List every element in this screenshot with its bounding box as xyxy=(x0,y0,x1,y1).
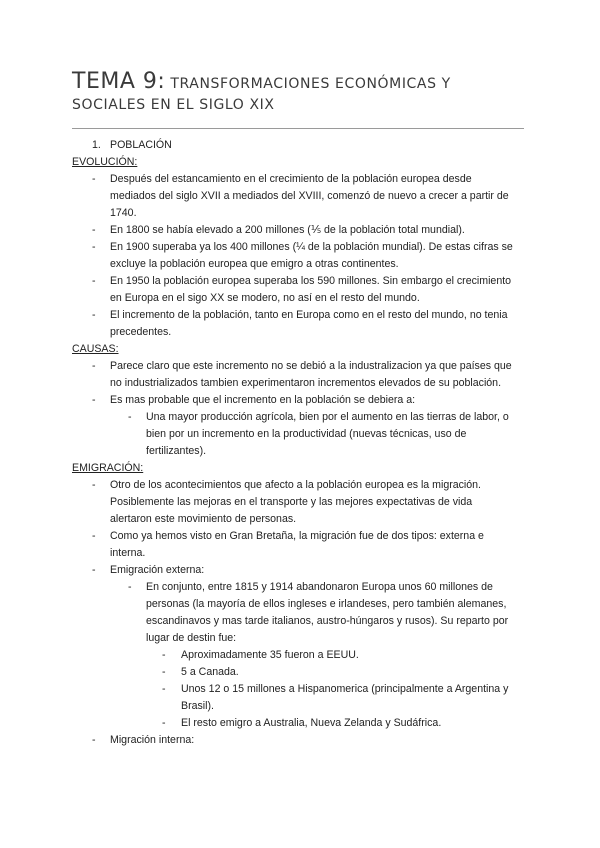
list-item: En 1950 la población europea superaba los 590 millones. Sin embargo el crecimiento xyxy=(110,275,512,287)
list-item: lugar de destin fue: xyxy=(146,632,237,644)
list-item: Como ya hemos visto en Gran Bretaña, la migración fue de dos tipos: externa e xyxy=(110,530,484,542)
bullet-dash: - xyxy=(162,649,166,661)
list-item: excluye la población europea que emigro a otras continentes. xyxy=(110,258,399,270)
list-item: no industrializados tambien experimentaron incrementos elevados de su población. xyxy=(110,377,502,389)
list-item: El incremento de la población, tanto en Europa como en el resto del mundo, no tenia xyxy=(110,309,508,321)
bullet-dash: - xyxy=(128,581,132,593)
list-item: fertilizantes). xyxy=(146,445,207,457)
bullet-dash: - xyxy=(128,411,132,423)
list-item: Aproximadamente 35 fueron a EEUU. xyxy=(181,649,359,661)
bullet-dash: - xyxy=(92,734,96,746)
bullet-dash: - xyxy=(92,173,96,185)
list-item: mediados del siglo XVII a mediados del XVIII, comenzó de nuevo a crecer a partir de xyxy=(110,190,509,202)
section-title: POBLACIÓN xyxy=(110,139,172,151)
bullet-dash: - xyxy=(92,394,96,406)
bullet-dash: - xyxy=(92,275,96,287)
bullet-dash: - xyxy=(92,530,96,542)
list-item: escandinavos y mas tarde italianos, austro-húngaros y rusos). Su reparto por xyxy=(146,615,509,627)
list-item: Migración interna: xyxy=(110,734,195,746)
bullet-dash: - xyxy=(92,479,96,491)
bullet-dash: - xyxy=(92,224,96,236)
list-item: Es mas probable que el incremento en la población se debiera a: xyxy=(110,394,416,406)
list-item: En 1900 superaba ya los 400 millones (¼ de la población mundial). De estas cifras se xyxy=(110,241,513,253)
section-number: 1. xyxy=(92,139,101,151)
list-item: En conjunto, entre 1815 y 1914 abandonaron Europa unos 60 millones de xyxy=(146,581,493,593)
list-item: Otro de los acontecimientos que afecto a la población europea es la migración. xyxy=(110,479,482,491)
list-item: Una mayor producción agrícola, bien por el aumento en las tierras de labor, o xyxy=(146,411,509,423)
list-item: Brasil). xyxy=(181,700,214,712)
title-line1: TRANSFORMACIONES ECONÓMICAS Y xyxy=(170,76,451,92)
list-item: Parece claro que este incremento no se debió a la industralizacion ya que países que xyxy=(110,360,512,372)
title-divider xyxy=(72,128,524,129)
causas-heading: CAUSAS: xyxy=(72,343,119,355)
bullet-dash: - xyxy=(162,666,166,678)
list-item: 5 a Canada. xyxy=(181,666,239,678)
list-item: en Europa en el sigo XX se modero, no así en el resto del mundo. xyxy=(110,292,420,304)
bullet-dash: - xyxy=(162,717,166,729)
list-item: El resto emigro a Australia, Nueva Zelanda y Sudáfrica. xyxy=(181,717,442,729)
page-title xyxy=(72,69,532,115)
emigracion-heading: EMIGRACIÓN: xyxy=(72,462,144,474)
list-item: Posiblemente las mejoras en el transporte y las mejores expectativas de vida xyxy=(110,496,473,508)
list-item: Emigración externa: xyxy=(110,564,205,576)
list-item: Unos 12 o 15 millones a Hispanomerica (principalmente a Argentina y xyxy=(181,683,509,695)
title-tema: TEMA 9: xyxy=(72,69,166,94)
evolucion-heading: EVOLUCIÓN: xyxy=(72,156,138,168)
bullet-dash: - xyxy=(92,309,96,321)
bullet-dash: - xyxy=(92,241,96,253)
title-line2: SOCIALES EN EL SIGLO XIX xyxy=(72,97,275,113)
list-item: Después del estancamiento en el crecimiento de la población europea desde xyxy=(110,173,472,185)
bullet-dash: - xyxy=(162,683,166,695)
list-item: 1740. xyxy=(110,207,137,219)
list-item: personas (la mayoría de ellos ingleses e irlandeses, pero también alemanes, xyxy=(146,598,507,610)
list-item: En 1800 se había elevado a 200 millones (⅕ de la población total mundial). xyxy=(110,224,465,236)
list-item: interna. xyxy=(110,547,146,559)
list-item: alertaron este movimiento de personas. xyxy=(110,513,297,525)
list-item: bien por un incremento en la productividad (nuevas técnicas, uso de xyxy=(146,428,467,440)
bullet-dash: - xyxy=(92,360,96,372)
list-item: precedentes. xyxy=(110,326,172,338)
bullet-dash: - xyxy=(92,564,96,576)
